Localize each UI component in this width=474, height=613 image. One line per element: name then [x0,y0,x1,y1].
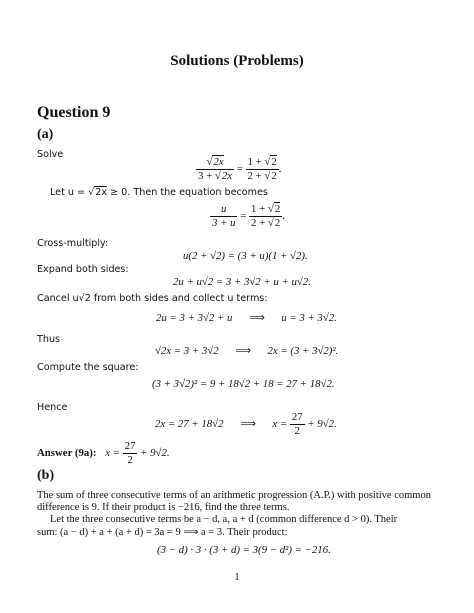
cancel-text: Cancel u√2 from both sides and collect u terms: [37,293,268,304]
solve-text: Solve [37,149,64,160]
page-title: Solutions (Problems) [170,53,304,69]
compute-text: Compute the square: [37,362,139,373]
question-heading: Question 9 [37,104,111,121]
equation-9: (3 − d) · 3 · (3 + d) = 3(9 − d²) = −216. [157,544,331,556]
part-b-solution-line-2: sum: (a − d) + a + (a + d) = 3a = 9 ⟹ a = 3. Their product: [37,527,288,538]
equation-2: $\frac{u}{3 + u}$ = $\frac{1 + √2}{2 + √2}$ . [212,203,285,229]
hence-text: Hence [37,402,68,413]
equation-1: $\frac{√2x}{3 + √2x}$ = $\frac{1 + √2}{2 + √2}$ . [198,156,282,182]
equation-8: 2x = 27 + 18√2 ⟹ x = $\frac{27}{2}$ + 9√2. [155,411,337,437]
expand-text: Expand both sides: [37,264,129,275]
page-number: 1 [234,572,240,583]
cross-multiply-text: Cross-multiply: [37,238,109,249]
equation-5: 2u = 3 + 3√2 + u ⟹ u = 3 + 3√2. [156,312,337,324]
equation-3: u(2 + √2) = (3 + u)(1 + √2). [183,250,308,262]
let-text: Let u = √2x ≥ 0. Then the equation becomes [50,187,268,198]
part-b-solution-line-1: Let the three consecutive terms be a − d, a, a + d (common difference d > 0). Their [50,514,398,525]
equation-4: 2u + u√2 = 3 + 3√2 + u + u√2. [173,276,311,288]
part-b-problem-line-1: The sum of three consecutive terms of an arithmetic progression (A.P.) with positive common [37,490,431,501]
equation-7: (3 + 3√2)² = 9 + 18√2 + 18 = 27 + 18√2. [152,378,335,390]
part-b-label: (b) [37,468,55,483]
equation-6: √2x = 3 + 3√2 ⟹ 2x = (3 + 3√2)². [155,345,339,357]
part-b-problem-line-2: difference is 9. If their product is −216, find the three terms. [37,502,290,513]
answer-9a: Answer (9a): x = $\frac{27}{2}$ + 9√2. [37,440,170,466]
part-a-label: (a) [37,127,54,142]
thus-text: Thus [37,334,61,345]
